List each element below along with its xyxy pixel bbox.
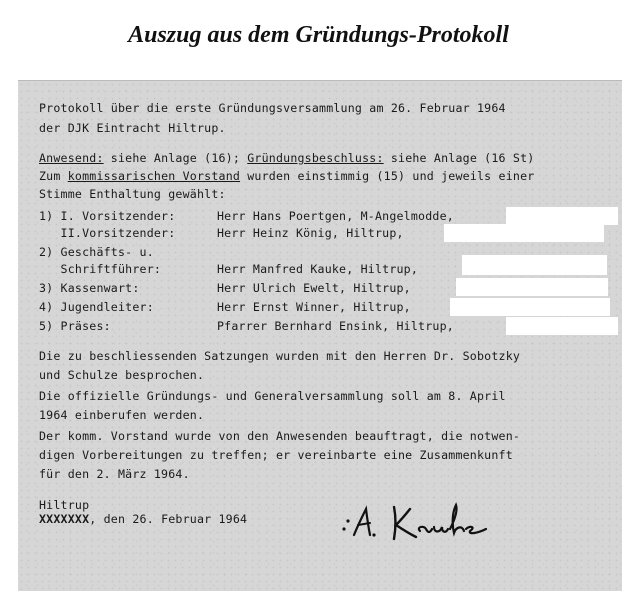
document-heading: Auszug aus dem Gründungs-Protokoll (128, 22, 509, 48)
assembly-line-1: Die offizielle Gründungs- und Generalversammlung soll am 8. April (39, 389, 506, 403)
board-line (39, 169, 534, 183)
attendance-label: Anwesend: (39, 151, 104, 165)
redaction-box (450, 298, 610, 316)
statutes-line-2: und Schulze besprochen. (39, 368, 205, 382)
assembly-line-2: 1964 einberufen werden. (39, 408, 205, 422)
member-role: 3) Kassenwart: (39, 281, 140, 295)
member-role: 4) Jugendleiter: (39, 300, 154, 314)
member-role: 2) Geschäfts- u. (39, 245, 154, 259)
founding-resolution-label: Gründungsbeschluss: (247, 151, 384, 165)
member-name: Herr Manfred Kauke, Hiltrup, (217, 262, 419, 276)
signature-text (18, 81, 19, 82)
member-name: Pfarrer Bernhard Ensink, Hiltrup, (217, 319, 454, 333)
mandate-line-2: digen Vorbereitungen zu treffen; er vereinbarte eine Zusammenkunft (39, 448, 513, 462)
redaction-box (506, 207, 618, 225)
statutes-line-1: Die zu beschliessenden Satzungen wurden mit den Herren Dr. Sobotzky (39, 349, 521, 363)
struck-out-text: XXXXXXX (39, 512, 90, 526)
mandate-line-3: für den 2. März 1964. (39, 467, 190, 481)
protocol-line-2: der DJK Eintracht Hiltrup. (39, 121, 226, 135)
redaction-box (444, 224, 604, 242)
redaction-box (506, 317, 618, 335)
member-role: Schriftführer: (39, 262, 162, 276)
attendance-text: siehe Anlage (16); (103, 151, 248, 165)
protocol-line-1: Protokoll über die erste Gründungsversammlung am 26. Februar 1964 (39, 101, 506, 115)
board-post: wurden einstimmig (15) und jeweils einer (240, 169, 535, 183)
redaction-box (456, 278, 608, 296)
member-name: Herr Hans Poertgen, M-Angelmodde, (217, 209, 454, 223)
board-pre: Zum (39, 169, 68, 183)
attendance-line (39, 151, 534, 165)
place-text: Hiltrup (39, 498, 90, 512)
member-role: 5) Präses: (39, 319, 111, 333)
member-name: Herr Ulrich Ewelt, Hiltrup, (217, 281, 411, 295)
founding-resolution-text: siehe Anlage (16 St) (383, 151, 535, 165)
date-line (39, 512, 247, 526)
mandate-line-1: Der komm. Vorstand wurde von den Anwesenden beauftragt, die notwen- (39, 429, 521, 443)
handwritten-signature (336, 499, 506, 547)
protocol-sheet (18, 80, 622, 591)
abstention-line: Stimme Enthaltung gewählt: (39, 187, 226, 201)
date-text: , den 26. Februar 1964 (89, 512, 248, 526)
board-label: kommissarischen Vorstand (67, 169, 241, 183)
member-name: Herr Ernst Winner, Hiltrup, (217, 300, 411, 314)
redaction-box (462, 255, 607, 275)
member-role: 1) I. Vorsitzender: (39, 209, 176, 223)
member-role: II.Vorsitzender: (39, 226, 176, 240)
member-name: Herr Heinz König, Hiltrup, (217, 226, 404, 240)
